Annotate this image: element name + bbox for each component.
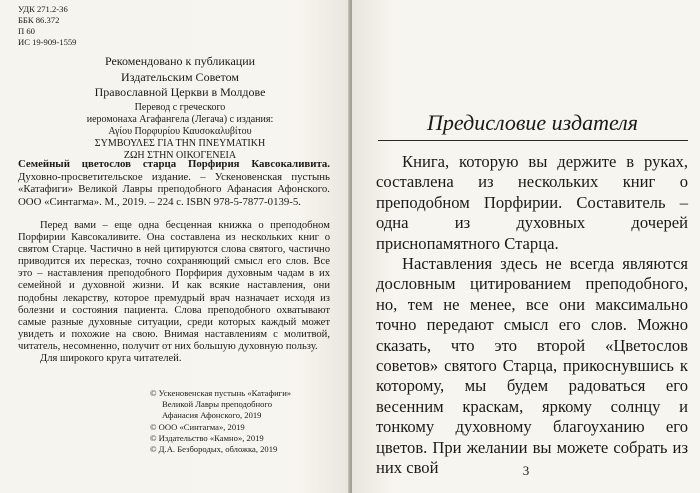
preface-paragraph: Книга, которую вы держите в руках, составлена из нескольких книг о преподобном Порфирии. Составитель – одна из духовных дочерей приснопамятного Старца. [376,152,688,253]
copyright-line: Афанасия Афонского, 2019 [162,410,262,421]
recommendation-block [60,54,300,101]
original-title-line: ΣΥΜΒΟΥΛΕΣ ΓΙΑ ΤΗΝ ΠΝΕΥΜΑΤΙΚΗ [94,138,266,149]
right-page [352,0,700,493]
page-number: 3 [522,463,530,478]
udk-code: УДК 271.2-36 [18,4,68,14]
recommend-line: Православной Церкви в Молдове [94,85,266,99]
preface-heading: Предисловие издателя [426,110,639,135]
recommend-line: Издательским Советом [121,69,239,84]
is-number: ИС 19-909-1559 [18,37,77,48]
annotation [18,220,330,365]
classification-codes [18,4,76,48]
recommend-line: Рекомендовано к публикации [104,54,256,68]
book-title: Семейный цветослов старца Порфирия Кавсокаливита. [18,158,330,170]
author-mark: П 60 [18,26,35,37]
original-title-line: Αγίου Πορφυρίου Καυσοκαλυβίτου [108,126,252,137]
copyright-line: © Ускеновенская пустынь «Катафиги» [150,388,292,398]
preface-body [376,152,688,479]
copyright-line: Великой Лавры преподобного [162,399,273,410]
preface-paragraph: Наставления здесь не всегда являются дословным цитированием преподобного, но, тем не менее, все они максимально точно передают смысл его слов. Можно сказать, что это второй «Цветослов советов» святого Старца, прикоснувшись к которому, мы будем радоваться его весенним краскам, яркому солнцу и тонкому духовному благоуханию его цветов. При желании вы можете собрать из них свой [376,254,688,478]
copyright-line: © Издательство «Камно», 2019 [150,432,264,443]
bibliographic-record [18,158,330,209]
heading-divider [378,140,688,141]
original-title-line: ΖΩΗ ΣΤΗΝ ΟΙΚΟΓΕΝΕΙΑ [123,150,237,161]
copyright-line: © ООО «Синтагма», 2019 [150,421,245,432]
audience-note: Для широкого круга читателей. [40,353,182,365]
annotation-text: Перед вами – еще одна бесценная книжка о преподобном Порфирии Кавсокаливите. Она составлена из нескольких книг о святом Старце. Частично в ней цитируются слова святого, частично приводится их пересказ, точно сохраняющий смысл его слов. Все это – наставления преподобного Порфирия духовным чадам в их семейной и духовной жизни. И как всякие наставления, они подобны лекарству, которое премудрый врач назначает исходя из болезни и состояния пациента. Слова преподобного охватывают самые разные духовные ситуации, среди которых каждый может увидеть и похожие на свою. Внимая наставлениям с молитвой, читатель, несомненно, получит от них большую духовную пользу. [18,220,330,352]
copyright-block [150,388,291,455]
bbk-code: ББК 86.372 [18,15,60,26]
translation-line: Перевод с греческого [134,102,226,113]
copyright-line: © Д.А. Безбородых, обложка, 2019 [150,444,278,455]
translation-block [60,102,300,162]
translation-line: иеромонаха Агафангела (Легача) с издания: [86,114,274,125]
bibliographic-details: Духовно-просветительское издание. – Ускеновенская пустынь «Катафиги» Великой Лавры преподобного Афанасия Афонского. ООО «Синтагма». М., 2019. – 224 с. ISBN 978-5-7877-0139-5. [18,170,330,209]
